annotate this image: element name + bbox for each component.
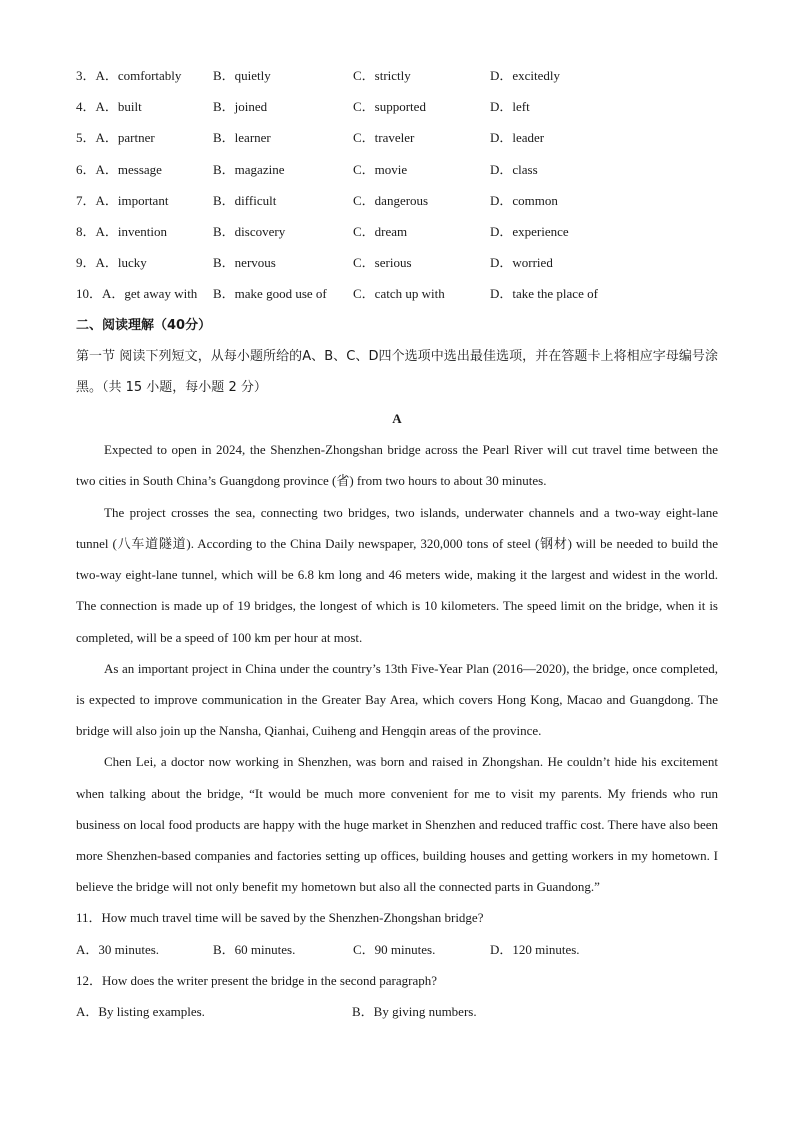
option-b: B．learner [213, 130, 271, 146]
question-row-5 [76, 122, 718, 153]
option-d: D．common [490, 192, 558, 208]
option-b: B．60 minutes. [213, 941, 296, 957]
option-b: B．joined [213, 99, 268, 115]
question-12-stem [76, 965, 718, 996]
option-a: 7．A．important [76, 192, 169, 208]
section-heading: 二、阅读理解（40分） [76, 317, 212, 333]
option-c: C．dream [353, 223, 408, 239]
option-a: 6．A．message [76, 161, 162, 177]
option-d: D．class [490, 161, 538, 177]
question-row-10 [76, 278, 718, 309]
question-12-options [76, 996, 718, 1027]
option-d: D．experience [490, 223, 569, 239]
option-a: A．By listing examples. [76, 1003, 205, 1019]
option-b: B．quietly [213, 68, 271, 83]
question-11-options [76, 934, 718, 965]
passage-paragraph-4: Chen Lei, a doctor now working in Shenzhen, was born and raised in Zhongshan. He couldn’t hide his excitement when talking about the bridge, “It would be much more convenient for me to visit my parents. My friends who run business on local food products are happy with the huge market in Shenzhen and reduced traffic cost. There have also been more Shenzhen-based companies and factories setting up offices, building houses and getting workers in my hometown. I believe the bridge will not only benefit my hometown but also all the connected parts in Guandong.” [76, 754, 718, 895]
vocab-options-list [76, 60, 718, 310]
option-d: D．worried [490, 255, 553, 271]
passage-paragraph-3: As an important project in China under the country’s 13th Five-Year Plan (2016—2020), the bridge, once completed, is expected to improve communication in the Greater Bay Area, which covers Hong Kong, Macao and Guangdong. The bridge will also join up the Nansha, Qianhai, Cuiheng and Hengqin areas of the province. [76, 660, 718, 739]
option-b: B．By giving numbers. [352, 1003, 477, 1019]
passage-paragraph-2: The project crosses the sea, connecting two bridges, two islands, underwater channels and a two-way eight-lane tunnel (八车道隧道). According to the China Daily newspaper, 320,000 tons of steel (钢材) will be needed to build the two-way eight-lane tunnel, which will be 6.8 km long and 46 meters wide, making it the largest and widest in the world. The connection is made up of 19 bridges, the longest of which is 10 kilometers. The speed limit on the bridge, when it is completed, will be a speed of 100 km per hour at most. [76, 504, 718, 645]
option-d: D．excitedly [490, 68, 561, 83]
question-row-4 [76, 91, 718, 122]
option-a: 10．A．get away with [76, 286, 198, 302]
option-d: D．left [490, 99, 530, 115]
question-11-stem [76, 902, 718, 933]
option-c: C．supported [353, 99, 426, 115]
option-c: C．catch up with [353, 286, 445, 302]
option-a: 9．A．lucky [76, 255, 147, 271]
option-a: 5．A．partner [76, 130, 155, 146]
option-a: 3．A．comfortably [76, 68, 182, 83]
question-text: 11．How much travel time will be saved by the Shenzhen-Zhongshan bridge? [76, 910, 484, 926]
option-d: D．take the place of [490, 286, 598, 302]
question-row-6 [76, 154, 718, 185]
option-b: B．difficult [213, 192, 277, 208]
option-c: C．90 minutes. [353, 941, 436, 957]
option-b: B．make good use of [213, 286, 327, 302]
question-row-3 [76, 60, 718, 91]
exam-page [76, 60, 718, 1027]
option-b: B．nervous [213, 255, 276, 271]
option-d: D．leader [490, 130, 545, 146]
option-a: A．30 minutes. [76, 941, 160, 957]
option-c: C．serious [353, 255, 412, 271]
option-a: 8．A．invention [76, 223, 167, 239]
option-c: C．dangerous [353, 192, 429, 208]
question-text: 12．How does the writer present the bridge in the second paragraph? [76, 972, 437, 988]
question-row-7 [76, 185, 718, 216]
option-b: B．magazine [213, 161, 285, 177]
question-row-9 [76, 247, 718, 278]
passage-paragraph-1: Expected to open in 2024, the Shenzhen-Zhongshan bridge across the Pearl River will cut travel time between the two cities in South China’s Guangdong province (省) from two hours to about 30 minutes. [76, 442, 718, 489]
option-c: C．traveler [353, 130, 415, 146]
option-a: 4．A．built [76, 99, 142, 115]
question-row-8 [76, 216, 718, 247]
option-c: C．strictly [353, 68, 411, 83]
passage-label: A [392, 411, 402, 427]
option-d: D．120 minutes. [490, 941, 580, 957]
option-b: B．discovery [213, 223, 286, 239]
section-instructions: 第一节 阅读下列短文，从每小题所给的A、B、C、D四个选项中选出最佳选项，并在答题卡上将相应字母编号涂黑。（共 15 小题，每小题 2 分） [76, 348, 718, 395]
option-c: C．movie [353, 161, 408, 177]
